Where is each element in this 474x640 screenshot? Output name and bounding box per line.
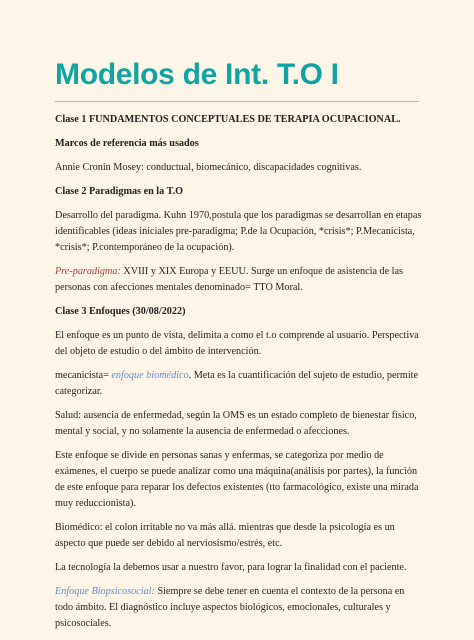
document-body [55,112,423,640]
clase3-heading: Clase 3 Enfoques (30/08/2022) [55,306,186,317]
salud-paragraph: Salud: ausencia de enfermedad, según la OMS es un estado completo de bienestar físico, mental y social, y no solamente la ausencia de enfermedad o afecciones. [55,410,417,437]
enfoque-paragraph: El enfoque es un punto de vista, delimita a como el t.o comprende al usuario. Perspectiva del objeto de estudio o del ámbito de intervención. [55,330,419,357]
marcos-heading: Marcos de referencia más usados [55,138,199,149]
preparadigma-label: Pre-paradigma: [55,266,121,277]
mecanicista-text: . Meta es la cuantificación del sujeto de estudio, permite categorizar. [55,370,419,397]
mecanicista-paragraph [55,368,423,400]
biopsico-paragraph [55,584,423,632]
preparadigma-text: XVIII y XIX Europa y EEUU. Surge un enfoque de asistencia de las personas con afecciones mentales denominado= TTO Moral. [55,266,403,293]
clase1-heading: Clase 1 FUNDAMENTOS CONCEPTUALES DE TERAPIA OCUPACIONAL. [55,114,401,125]
page-title: Modelos de Int. T.O I [55,58,339,91]
divide-paragraph: Este enfoque se divide en personas sanas y enfermas, se categoriza por medio de exámenes, el cuerpo se puede analizar como una máquina(análisis por partes), la función de este enfoque para reparar los defectos existentes (tto farmacológico, existe una mirada muy reduccionista). [55,450,419,509]
biopsico-text: Siempre se debe tener en cuenta el contexto de la persona en todo ámbito. El diagnóstico incluye aspectos biológicos, emocionales, culturales y psicosociales. [55,586,405,629]
clase2-paragraph: Desarrollo del paradigma. Kuhn 1970,postula que los paradigmas se desarrollan en etapas identificables (ideas iniciales pre-paradigma; P.de la Ocupación, *crisis*; P.Mecanicista, *crisis*; P.contemporáneo de la ocupación). [55,210,422,253]
title-divider [55,101,419,102]
biopsico-label: Enfoque Biopsicosocial: [55,586,155,597]
biomedico-paragraph: Biomédico: el colon irritable no va más allá. mientras que desde la psicología es un aspecto que puede ser debido al nerviosismo/estrés, etc. [55,522,395,549]
tecnologia-paragraph: La tecnología la debemos usar a nuestro favor, para lograr la finalidad con el paciente. [55,562,407,573]
marcos-paragraph: Annie Cronin Mosey: conductual, biomecánico, discapacidades cognitivas. [55,162,362,173]
mecanicista-prefix: mecanicista= [55,370,112,381]
clase2-heading: Clase 2 Paradigmas en la T.O [55,186,184,197]
mecanicista-label: enfoque biomédico [111,370,189,381]
preparadigma-paragraph [55,264,423,296]
